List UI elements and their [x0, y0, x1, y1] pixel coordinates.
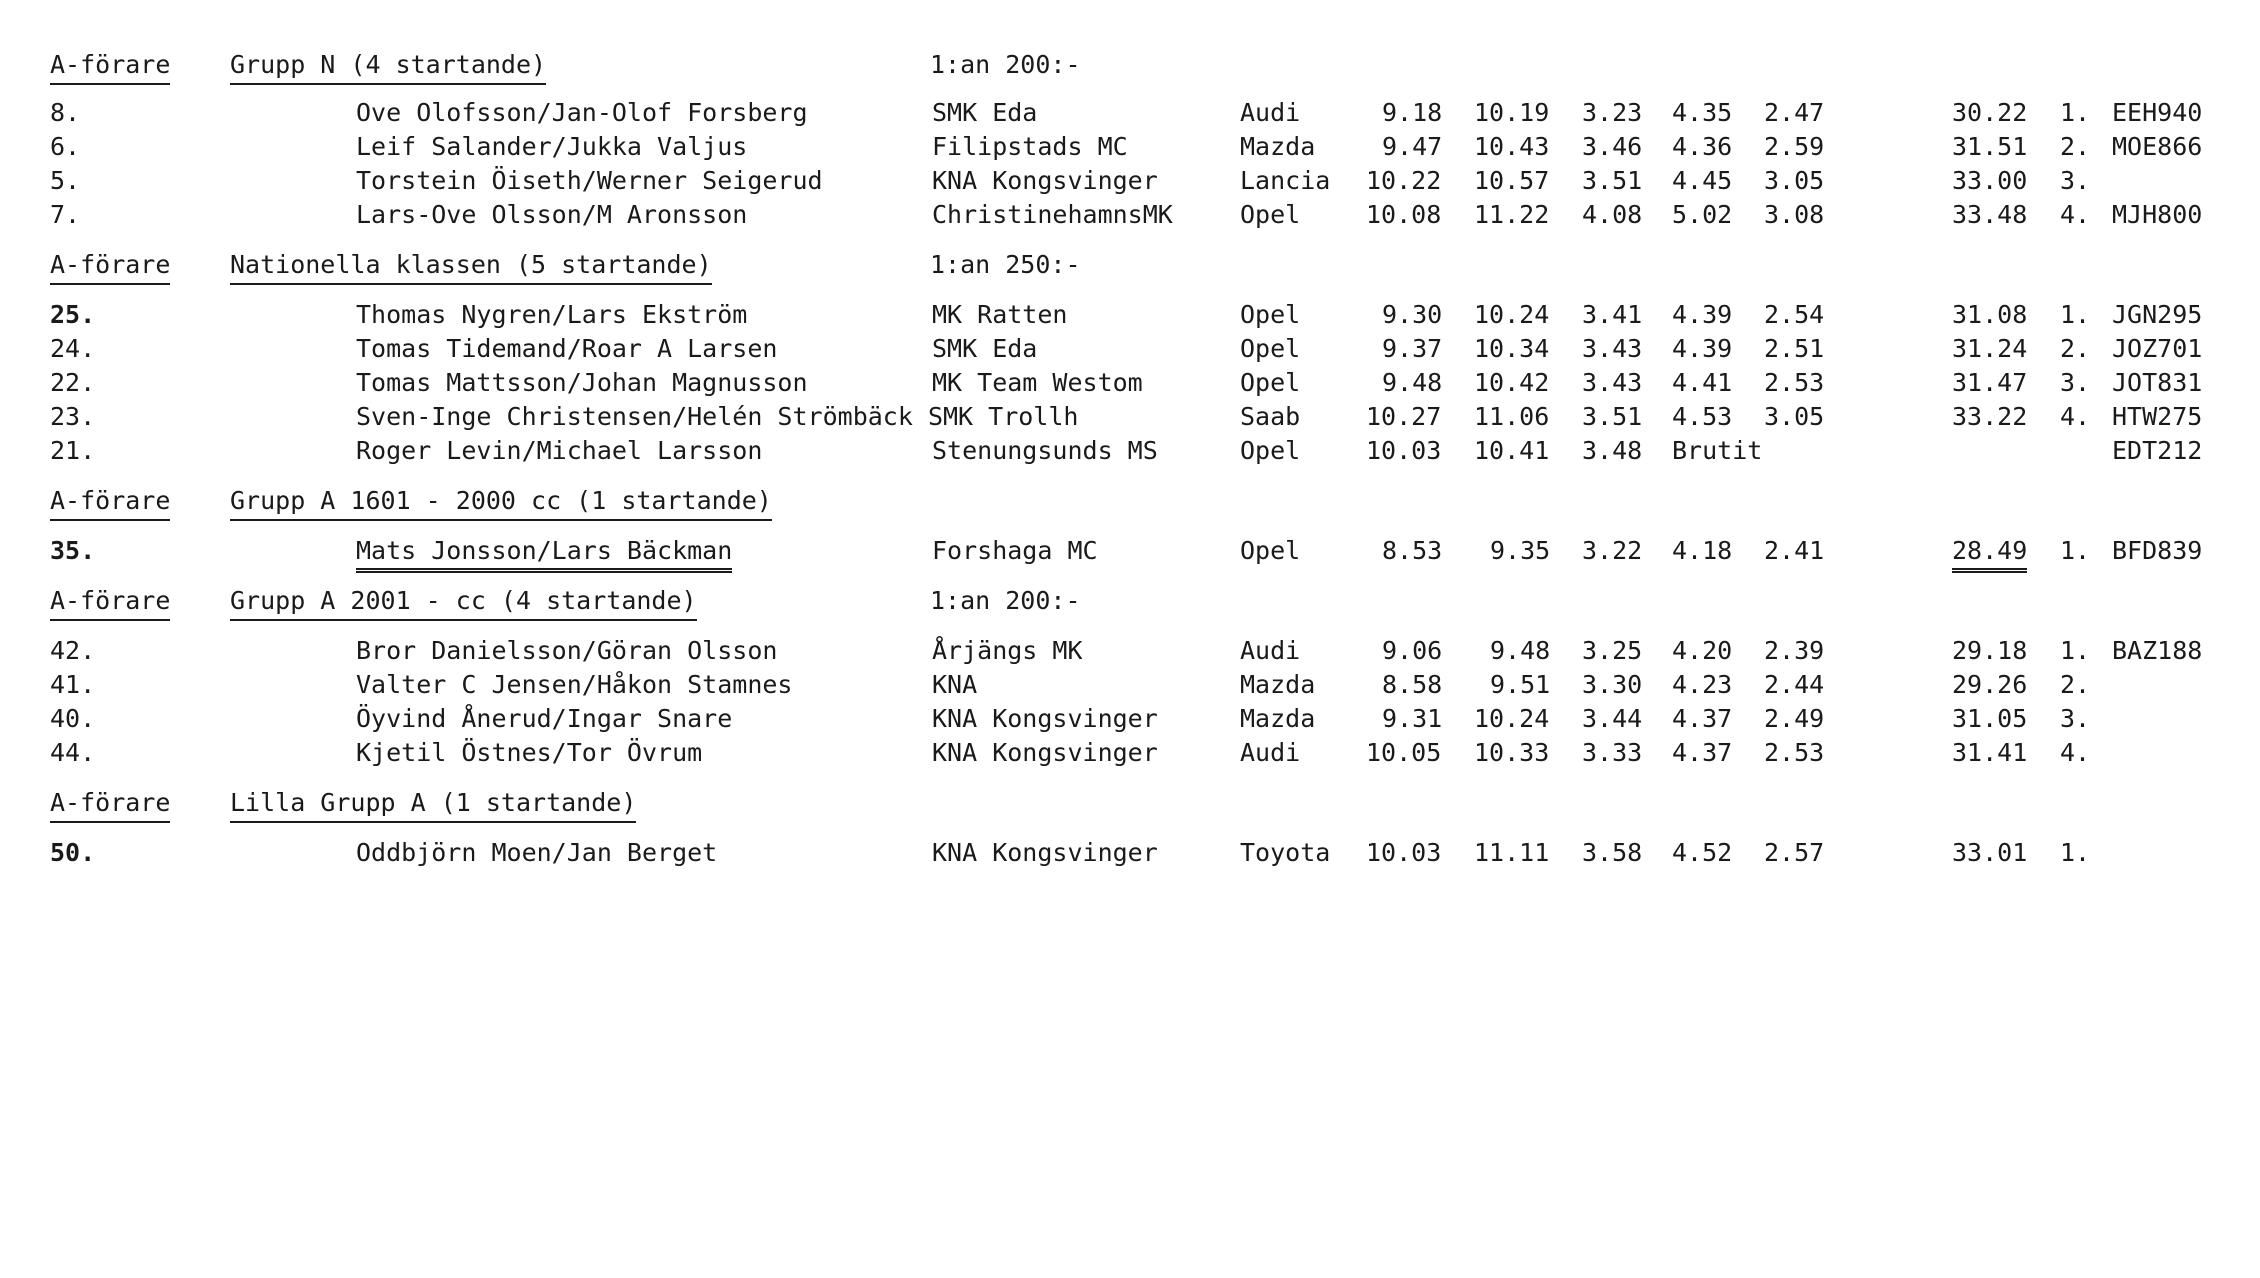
- stage-time-2: 10.19: [1474, 98, 1550, 127]
- crew-names: Valter C Jensen/Håkon Stamnes: [356, 670, 793, 699]
- stage-time-2: 10.42: [1474, 368, 1550, 397]
- total-time: 33.48: [1952, 200, 2028, 229]
- start-number: 8.: [50, 98, 81, 127]
- total-time: 33.22: [1952, 402, 2028, 431]
- car-make: Lancia: [1240, 166, 1331, 195]
- placing: 1.: [2060, 636, 2091, 665]
- section-header: [0, 248, 2260, 282]
- car-make: Audi: [1240, 636, 1301, 665]
- stage-time-5: 2.44: [1764, 670, 1825, 699]
- car-make: Saab: [1240, 402, 1301, 431]
- club-name: SMK Eda: [932, 334, 1038, 363]
- placing: 4.: [2060, 200, 2091, 229]
- stage-time-3: 3.41: [1582, 300, 1643, 329]
- result-row: [0, 836, 2260, 870]
- stage-time-3: 3.46: [1582, 132, 1643, 161]
- start-number: 23.: [50, 402, 96, 431]
- stage-time-2: 10.24: [1474, 300, 1550, 329]
- registration: JGN295: [2112, 300, 2203, 329]
- stage-time-1: 10.03: [1366, 838, 1442, 867]
- placing: 1.: [2060, 98, 2091, 127]
- car-make: Opel: [1240, 300, 1301, 329]
- stage-time-5: 2.54: [1764, 300, 1825, 329]
- stage-time-5: 2.53: [1764, 738, 1825, 767]
- stage-time-2: 9.35: [1490, 536, 1551, 565]
- result-row: [0, 366, 2260, 400]
- section-header: [0, 786, 2260, 820]
- stage-time-2: 10.43: [1474, 132, 1550, 161]
- placing: 3.: [2060, 166, 2091, 195]
- stage-time-3: 4.08: [1582, 200, 1643, 229]
- crew-names: Mats Jonsson/Lars Bäckman: [356, 534, 732, 573]
- total-time: 29.26: [1952, 670, 2028, 699]
- stage-time-2: 11.11: [1474, 838, 1550, 867]
- club-name: KNA Kongsvinger: [932, 738, 1158, 767]
- result-row: [0, 130, 2260, 164]
- total-time: 29.18: [1952, 636, 2028, 665]
- crew-names: Sven-Inge Christensen/Helén Strömbäck SMK Trollh: [356, 402, 1079, 431]
- placing: 1.: [2060, 536, 2091, 565]
- start-number: 7.: [50, 200, 81, 229]
- car-make: Opel: [1240, 334, 1301, 363]
- stage-time-1: 9.06: [1382, 636, 1443, 665]
- stage-time-2: 10.41: [1474, 436, 1550, 465]
- stage-time-5: 3.05: [1764, 402, 1825, 431]
- car-make: Mazda: [1240, 670, 1316, 699]
- result-row: [0, 668, 2260, 702]
- result-row: [0, 534, 2260, 568]
- placing: 4.: [2060, 402, 2091, 431]
- stage-time-1: 10.27: [1366, 402, 1442, 431]
- stage-time-1: 9.31: [1382, 704, 1443, 733]
- stage-time-2: 10.57: [1474, 166, 1550, 195]
- stage-time-4: 4.23: [1672, 670, 1733, 699]
- registration: EDT212: [2112, 436, 2203, 465]
- stage-time-3: 3.51: [1582, 402, 1643, 431]
- section-group-label: Nationella klassen (5 startande): [230, 248, 712, 285]
- placing: 3.: [2060, 368, 2091, 397]
- car-make: Opel: [1240, 200, 1301, 229]
- registration: EEH940: [2112, 98, 2203, 127]
- club-name: ChristinehamnsMK: [932, 200, 1173, 229]
- start-number: 41.: [50, 670, 96, 699]
- section-group-label: Lilla Grupp A (1 startande): [230, 786, 636, 823]
- section-class-label: A-förare: [50, 584, 170, 621]
- placing: 2.: [2060, 670, 2091, 699]
- start-number: 21.: [50, 436, 96, 465]
- stage-time-4: 4.20: [1672, 636, 1733, 665]
- stage-time-4: 4.18: [1672, 536, 1733, 565]
- stage-time-5: 3.08: [1764, 200, 1825, 229]
- stage-time-1: 9.30: [1382, 300, 1443, 329]
- total-time: 30.22: [1952, 98, 2028, 127]
- stage-time-4: 4.53: [1672, 402, 1733, 431]
- start-number: 6.: [50, 132, 81, 161]
- section-prize: 1:an 200:-: [930, 586, 1081, 615]
- stage-time-3: 3.43: [1582, 368, 1643, 397]
- placing: 1.: [2060, 300, 2091, 329]
- total-time: 31.47: [1952, 368, 2028, 397]
- stage-time-2: 10.34: [1474, 334, 1550, 363]
- section-prize: 1:an 250:-: [930, 250, 1081, 279]
- stage-status: Brutit: [1672, 436, 1763, 465]
- club-name: SMK Eda: [932, 98, 1038, 127]
- result-row: [0, 198, 2260, 232]
- club-name: Årjängs MK: [932, 636, 1083, 665]
- registration: HTW275: [2112, 402, 2203, 431]
- stage-time-3: 3.58: [1582, 838, 1643, 867]
- start-number: 40.: [50, 704, 96, 733]
- stage-time-5: 2.41: [1764, 536, 1825, 565]
- total-time: 31.41: [1952, 738, 2028, 767]
- section-class-label: A-förare: [50, 248, 170, 285]
- section-group-label: Grupp A 2001 - cc (4 startande): [230, 584, 697, 621]
- stage-time-3: 3.23: [1582, 98, 1643, 127]
- club-name: KNA Kongsvinger: [932, 166, 1158, 195]
- crew-names: Tomas Mattsson/Johan Magnusson: [356, 368, 808, 397]
- stage-time-2: 9.48: [1490, 636, 1551, 665]
- stage-time-2: 10.33: [1474, 738, 1550, 767]
- stage-time-1: 9.47: [1382, 132, 1443, 161]
- stage-time-4: 4.37: [1672, 738, 1733, 767]
- crew-names: Kjetil Östnes/Tor Övrum: [356, 738, 703, 767]
- section-header: [0, 48, 2260, 82]
- registration: BFD839: [2112, 536, 2203, 565]
- stage-time-1: 10.22: [1366, 166, 1442, 195]
- start-number: 25.: [50, 300, 96, 329]
- stage-time-5: 2.51: [1764, 334, 1825, 363]
- car-make: Mazda: [1240, 132, 1316, 161]
- total-time: 31.05: [1952, 704, 2028, 733]
- registration: MOE866: [2112, 132, 2203, 161]
- section-group-label: Grupp N (4 startande): [230, 48, 546, 85]
- club-name: KNA Kongsvinger: [932, 838, 1158, 867]
- stage-time-2: 11.06: [1474, 402, 1550, 431]
- start-number: 44.: [50, 738, 96, 767]
- stage-time-4: 4.39: [1672, 300, 1733, 329]
- total-time: 31.08: [1952, 300, 2028, 329]
- registration: JOZ701: [2112, 334, 2203, 363]
- section-header: [0, 484, 2260, 518]
- total-time: 28.49: [1952, 534, 2027, 573]
- car-make: Opel: [1240, 368, 1301, 397]
- stage-time-2: 11.22: [1474, 200, 1550, 229]
- section-header: [0, 584, 2260, 618]
- club-name: KNA: [932, 670, 978, 699]
- stage-time-2: 9.51: [1490, 670, 1551, 699]
- start-number: 42.: [50, 636, 96, 665]
- crew-names: Tomas Tidemand/Roar A Larsen: [356, 334, 778, 363]
- result-row: [0, 634, 2260, 668]
- stage-time-5: 2.39: [1764, 636, 1825, 665]
- car-make: Audi: [1240, 98, 1301, 127]
- result-row: [0, 400, 2260, 434]
- placing: 2.: [2060, 334, 2091, 363]
- crew-names: Roger Levin/Michael Larsson: [356, 436, 763, 465]
- stage-time-1: 8.58: [1382, 670, 1443, 699]
- car-make: Opel: [1240, 436, 1301, 465]
- registration: MJH800: [2112, 200, 2203, 229]
- section-group-label: Grupp A 1601 - 2000 cc (1 startande): [230, 484, 772, 521]
- crew-names: Lars-Ove Olsson/M Aronsson: [356, 200, 748, 229]
- registration: JOT831: [2112, 368, 2203, 397]
- stage-time-4: 4.36: [1672, 132, 1733, 161]
- result-row: [0, 298, 2260, 332]
- start-number: 35.: [50, 536, 96, 565]
- stage-time-4: 4.39: [1672, 334, 1733, 363]
- car-make: Toyota: [1240, 838, 1331, 867]
- stage-time-3: 3.30: [1582, 670, 1643, 699]
- placing: 2.: [2060, 132, 2091, 161]
- section-class-label: A-förare: [50, 786, 170, 823]
- crew-names: Leif Salander/Jukka Valjus: [356, 132, 748, 161]
- stage-time-2: 10.24: [1474, 704, 1550, 733]
- result-row: [0, 736, 2260, 770]
- stage-time-4: 4.52: [1672, 838, 1733, 867]
- total-time: 31.24: [1952, 334, 2028, 363]
- placing: 4.: [2060, 738, 2091, 767]
- crew-names: Bror Danielsson/Göran Olsson: [356, 636, 778, 665]
- stage-time-5: 2.57: [1764, 838, 1825, 867]
- result-row: [0, 164, 2260, 198]
- stage-time-1: 9.48: [1382, 368, 1443, 397]
- start-number: 24.: [50, 334, 96, 363]
- stage-time-3: 3.51: [1582, 166, 1643, 195]
- result-row: [0, 96, 2260, 130]
- car-make: Mazda: [1240, 704, 1316, 733]
- club-name: KNA Kongsvinger: [932, 704, 1158, 733]
- stage-time-1: 10.05: [1366, 738, 1442, 767]
- club-name: MK Ratten: [932, 300, 1068, 329]
- section-class-label: A-förare: [50, 48, 170, 85]
- stage-time-3: 3.48: [1582, 436, 1643, 465]
- stage-time-1: 10.03: [1366, 436, 1442, 465]
- stage-time-5: 3.05: [1764, 166, 1825, 195]
- section-prize: 1:an 200:-: [930, 50, 1081, 79]
- result-row: [0, 332, 2260, 366]
- section-class-label: A-förare: [50, 484, 170, 521]
- start-number: 5.: [50, 166, 81, 195]
- result-row: [0, 434, 2260, 468]
- result-row: [0, 702, 2260, 736]
- stage-time-5: 2.53: [1764, 368, 1825, 397]
- stage-time-1: 8.53: [1382, 536, 1443, 565]
- car-make: Audi: [1240, 738, 1301, 767]
- crew-names: Ove Olofsson/Jan-Olof Forsberg: [356, 98, 808, 127]
- stage-time-3: 3.25: [1582, 636, 1643, 665]
- stage-time-3: 3.33: [1582, 738, 1643, 767]
- crew-names: Torstein Öiseth/Werner Seigerud: [356, 166, 823, 195]
- crew-names: Thomas Nygren/Lars Ekström: [356, 300, 748, 329]
- start-number: 50.: [50, 838, 96, 867]
- total-time: 33.00: [1952, 166, 2028, 195]
- stage-time-5: 2.59: [1764, 132, 1825, 161]
- stage-time-4: 4.45: [1672, 166, 1733, 195]
- registration: BAZ188: [2112, 636, 2203, 665]
- club-name: Stenungsunds MS: [932, 436, 1158, 465]
- crew-names: Öyvind Ånerud/Ingar Snare: [356, 704, 733, 733]
- stage-time-4: 4.41: [1672, 368, 1733, 397]
- placing: 3.: [2060, 704, 2091, 733]
- stage-time-4: 5.02: [1672, 200, 1733, 229]
- stage-time-1: 10.08: [1366, 200, 1442, 229]
- stage-time-4: 4.35: [1672, 98, 1733, 127]
- start-number: 22.: [50, 368, 96, 397]
- stage-time-3: 3.43: [1582, 334, 1643, 363]
- stage-time-3: 3.44: [1582, 704, 1643, 733]
- total-time: 33.01: [1952, 838, 2028, 867]
- stage-time-5: 2.49: [1764, 704, 1825, 733]
- stage-time-4: 4.37: [1672, 704, 1733, 733]
- total-time: 31.51: [1952, 132, 2028, 161]
- stage-time-1: 9.37: [1382, 334, 1443, 363]
- stage-time-5: 2.47: [1764, 98, 1825, 127]
- club-name: Filipstads MC: [932, 132, 1128, 161]
- car-make: Opel: [1240, 536, 1301, 565]
- stage-time-1: 9.18: [1382, 98, 1443, 127]
- crew-names: Oddbjörn Moen/Jan Berget: [356, 838, 718, 867]
- stage-time-3: 3.22: [1582, 536, 1643, 565]
- club-name: Forshaga MC: [932, 536, 1098, 565]
- placing: 1.: [2060, 838, 2091, 867]
- club-name: MK Team Westom: [932, 368, 1143, 397]
